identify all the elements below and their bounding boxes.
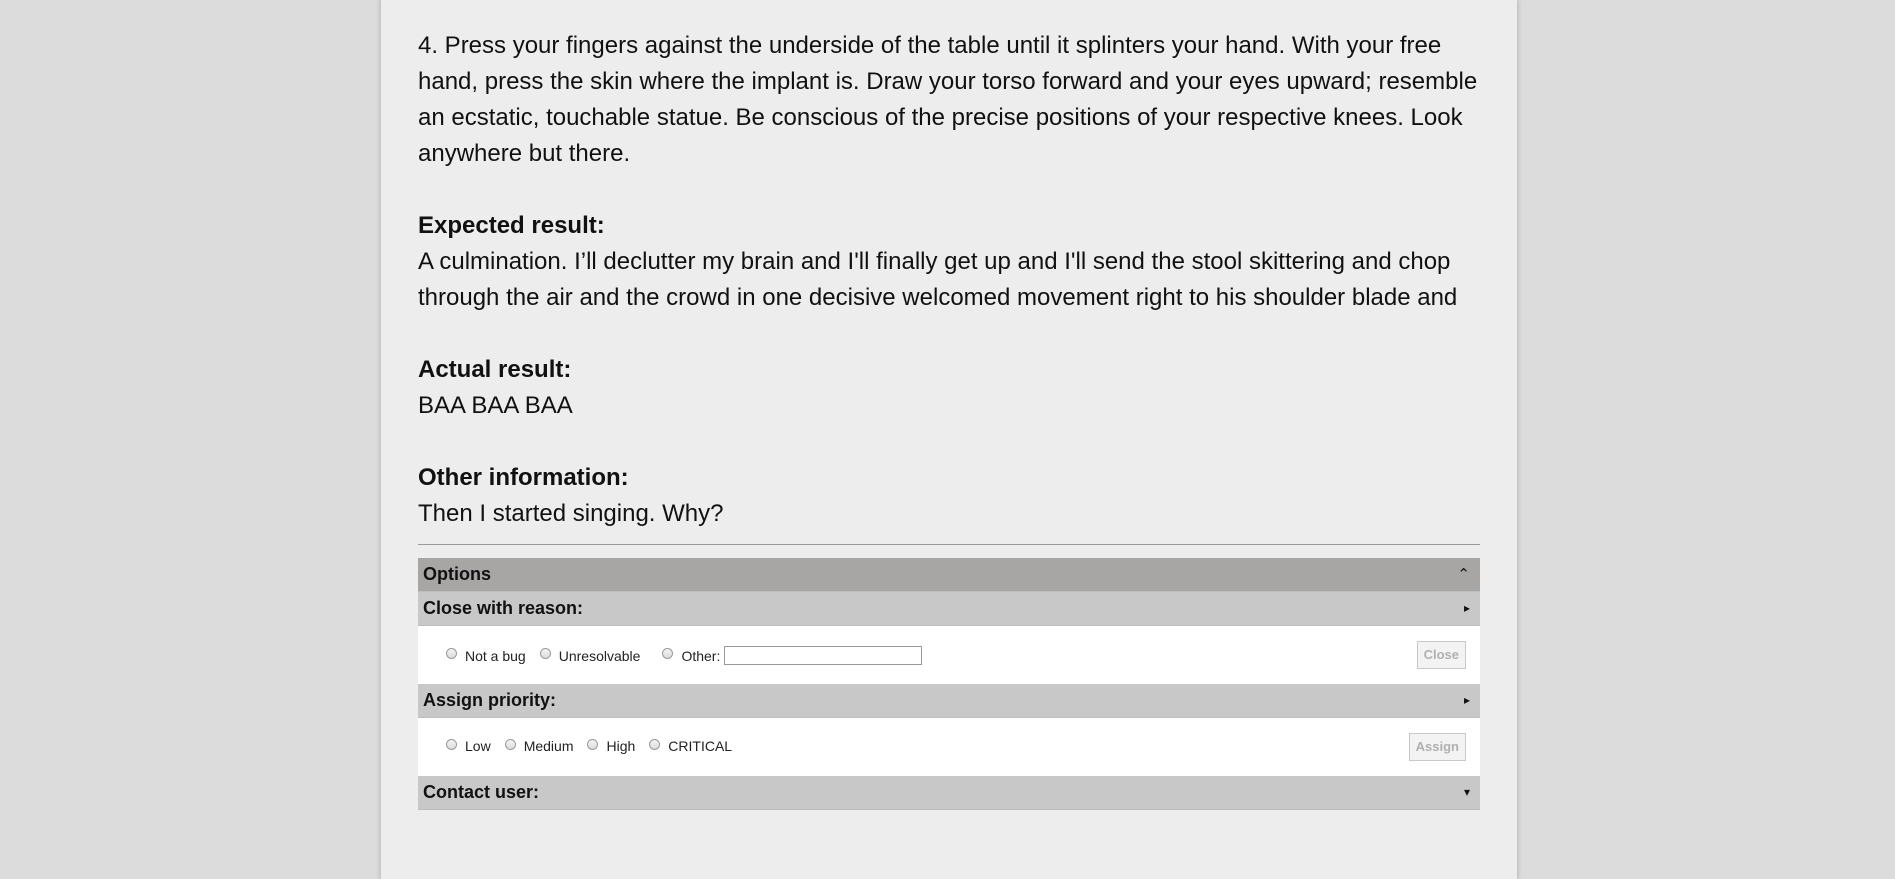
radio-other[interactable] [654,648,720,664]
radio-circle[interactable] [649,739,660,750]
actual-result-heading: Actual result: [418,356,572,383]
radio-not-a-bug-label: Not a bug [465,647,526,664]
radio-low-label: Low [465,738,491,754]
expected-result-text: A culmination. I’ll declutter my brain and I'll finally get up and I'll send the stool skittering and chop through the air and the crowd in one decisive welcomed movement right to his shoulder blade and [418,248,1458,311]
close-with-reason-label: Close with reason: [423,598,584,618]
other-information-text: Then I started singing. Why? [418,500,724,527]
radio-circle[interactable] [446,739,457,750]
radio-medium-label: Medium [523,738,574,754]
assign-button[interactable]: Assign [1409,733,1466,761]
radio-unresolvable-label: Unresolvable [558,647,641,664]
options-title: Options [423,564,491,584]
step-4-text: 4. Press your fingers against the underside of the table until it splinters your hand. With your free hand, press the skin where the implant is. Draw your torso forward and your eyes upward; resemble an ecstatic, touchable statue. Be conscious of the precise positions of your respective knees. Look anywhere but there. [418,32,1478,167]
priority-radio-group [446,738,746,754]
close-with-reason-header[interactable] [418,592,1480,626]
radio-medium[interactable] [505,738,574,754]
other-information-heading: Other information: [418,464,629,491]
close-button[interactable]: Close [1417,641,1466,669]
triangle-down-icon: ▾ [1463,785,1470,799]
radio-other-label: Other: [681,647,721,664]
close-with-reason-panel [418,626,1480,684]
assign-priority-label: Assign priority: [423,690,557,710]
radio-high-label: High [606,738,636,754]
radio-circle[interactable] [587,739,598,750]
radio-circle[interactable] [662,648,673,659]
radio-critical-label: CRITICAL [668,738,733,754]
radio-low[interactable] [446,738,491,754]
triangle-right-icon: ▸ [1463,693,1470,707]
radio-not-a-bug[interactable] [446,648,526,664]
options-panel [418,558,1480,810]
divider [418,544,1480,545]
contact-user-header[interactable] [418,776,1480,810]
expected-result-heading: Expected result: [418,212,605,239]
radio-circle[interactable] [540,648,551,659]
assign-priority-panel [418,718,1480,776]
other-reason-input[interactable] [724,646,922,665]
assign-priority-header[interactable] [418,684,1480,718]
actual-result-text: BAA BAA BAA [418,392,573,419]
options-header[interactable] [418,558,1480,592]
contact-user-label: Contact user: [423,782,540,802]
close-reason-radio-group [446,646,922,665]
radio-high[interactable] [587,738,635,754]
radio-circle[interactable] [446,648,457,659]
report-content [418,28,1480,532]
triangle-right-icon: ▸ [1463,601,1470,615]
double-chevron-up-icon[interactable]: ⌃︎ [1457,566,1470,583]
radio-critical[interactable] [649,738,732,754]
report-page [380,0,1518,879]
radio-unresolvable[interactable] [540,648,641,664]
radio-circle[interactable] [505,739,516,750]
